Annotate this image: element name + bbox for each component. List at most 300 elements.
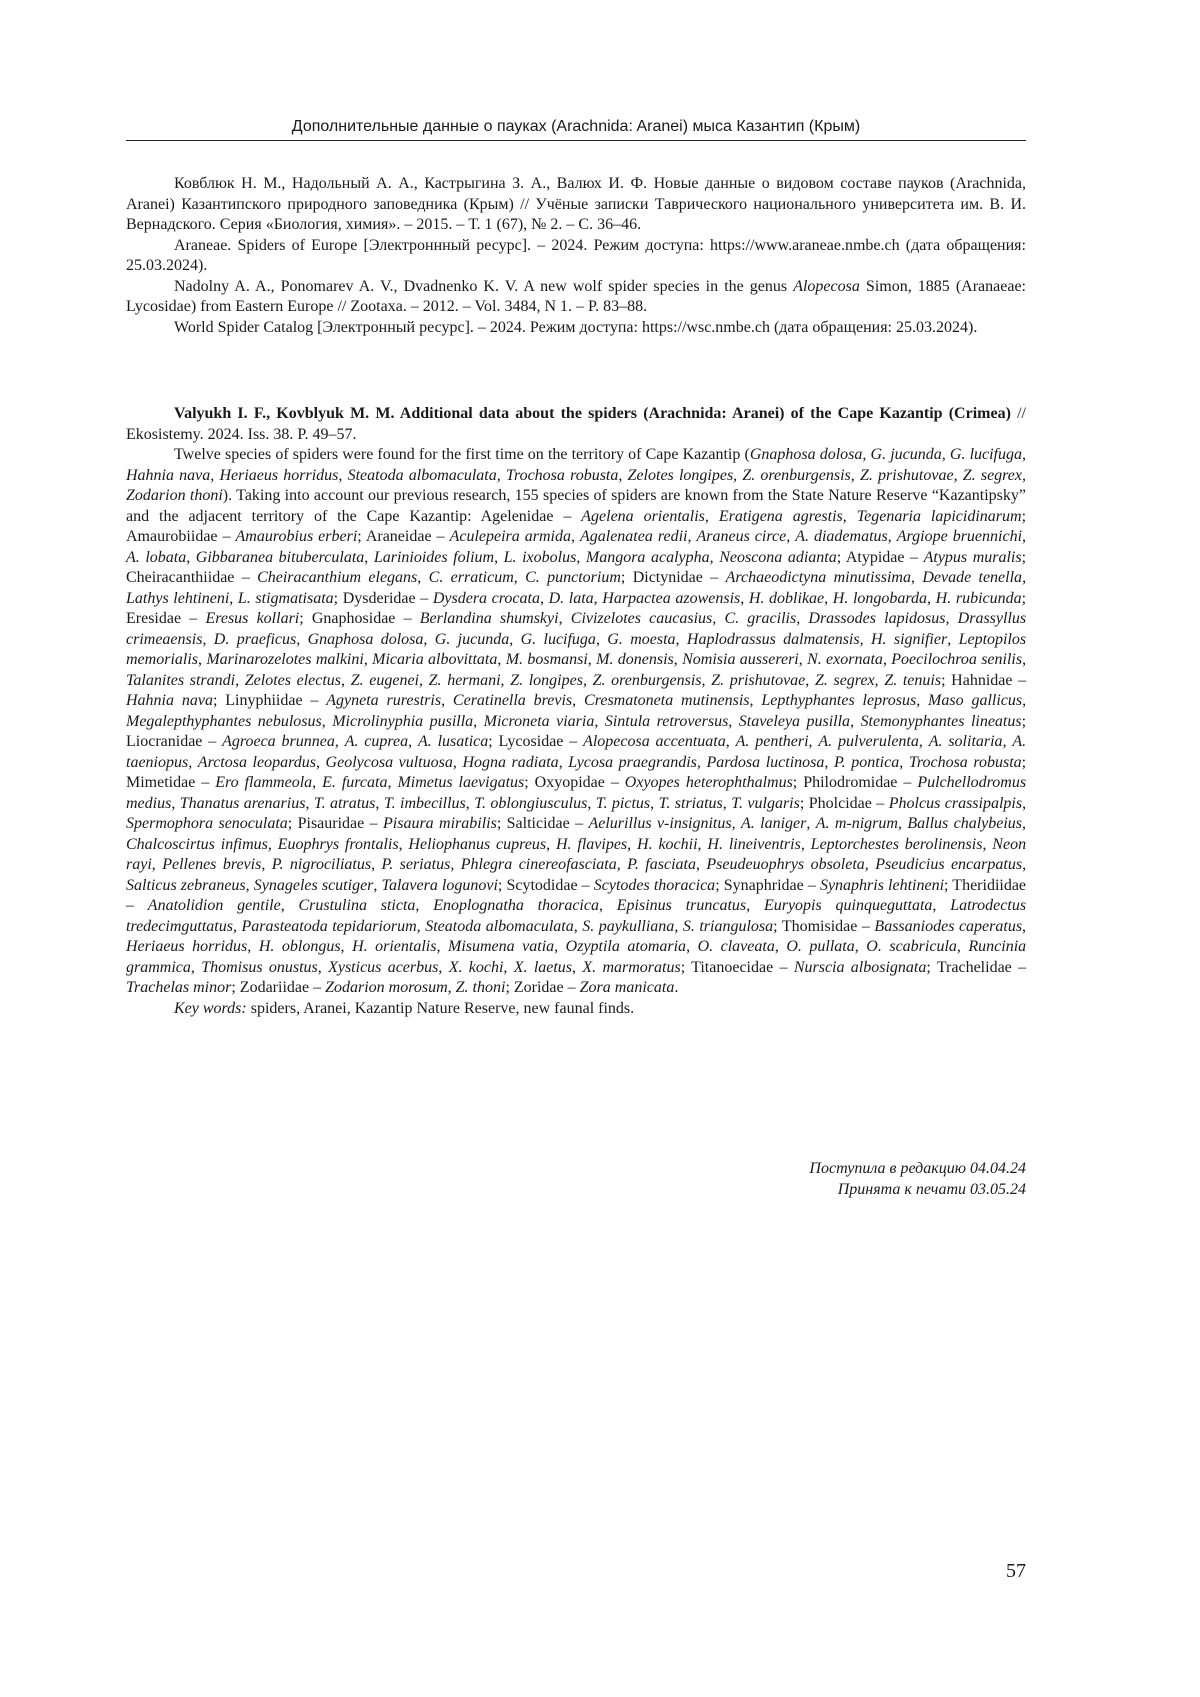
taxon-name: Eresus kollari	[205, 610, 300, 627]
abstract-text: ; Thomisidae –	[773, 917, 875, 935]
abstract-text: ,	[687, 528, 697, 545]
abstract-text: ,	[1022, 794, 1027, 812]
taxon-name: A. cuprea	[344, 733, 409, 750]
abstract-text: ,	[806, 815, 816, 832]
abstract-text: ,	[423, 630, 435, 648]
abstract-text: ,	[267, 835, 278, 853]
abstract-text: ,	[947, 630, 959, 648]
abstract-text: ,	[317, 958, 329, 976]
taxon-name: Devade tenella	[922, 569, 1023, 586]
abstract-text: ; Salticidae –	[496, 815, 589, 832]
abstract-text: ,	[725, 733, 736, 750]
taxon-name: Z. hermani	[428, 671, 501, 689]
taxon-name: Agelena orientalis	[581, 507, 705, 525]
submission-dates	[809, 1158, 1026, 1200]
header-rule	[126, 140, 1026, 141]
abstract-text: ,	[786, 528, 796, 545]
taxon-name: Trochosa robusta	[908, 753, 1022, 771]
abstract-text: ; Pholcidae –	[799, 794, 889, 812]
taxon-name: Lepthyphantes leprosus	[761, 692, 917, 709]
taxon-name: H. kochii	[637, 835, 698, 853]
abstract-text: ,	[674, 917, 683, 935]
abstract-text: ,	[874, 671, 885, 689]
taxon-name: Ceratinella brevis	[452, 692, 573, 709]
abstract-text: ,	[956, 938, 969, 955]
abstract-text: ; Dysderidae –	[333, 589, 433, 607]
abstract-body	[126, 445, 1026, 999]
taxon-name: Z. tenuis	[884, 671, 942, 689]
taxon-name: Neon rayi	[126, 835, 1027, 873]
taxon-name: Zodarion morosum	[325, 979, 448, 996]
abstract-text: ,	[598, 897, 617, 914]
abstract-text: ,	[842, 507, 857, 525]
abstract-text: ,	[854, 938, 867, 955]
abstract-text: ,	[1022, 569, 1027, 586]
taxon-name: Gnaphosa dolosa, G. jucunda, G. lucifuga, Hahnia nava, Heriaeus horridus, Steatoda albomaculata, Trochosa robusta, Zelotes longipes, Z. orenburgensis, Z. prishutovae, Z. segrex, Zodarion thoni	[126, 446, 1027, 504]
abstract-text: ,	[695, 856, 707, 873]
taxon-name: Eratigena agrestis	[718, 507, 843, 525]
taxon-name: Neoscona adianta	[719, 548, 837, 566]
taxon-name: Parasteatoda tepidariorum	[241, 917, 417, 935]
taxon-name: T. atratus	[313, 794, 376, 812]
abstract-text: ,	[932, 897, 951, 914]
abstract-text: ,	[897, 815, 908, 832]
abstract-text: ,	[296, 630, 308, 648]
taxon-name: D. lata	[548, 589, 594, 607]
taxon-name: Maso gallicus	[928, 692, 1023, 709]
abstract-text: ,	[509, 630, 521, 648]
abstract-text: Twelve species of spiders were found for the first time on the territory of Cape Kazantip (	[174, 446, 750, 463]
taxon-name: Agyneta rurestris	[326, 692, 442, 709]
taxon-name: H. rubicunda	[935, 589, 1022, 607]
abstract-text: .	[674, 979, 679, 996]
taxon-name: Synageles scutiger	[253, 876, 374, 894]
taxon-name: Z. thoni	[455, 979, 506, 996]
taxon-name: Leptopilos memorialis	[126, 630, 1027, 668]
taxon-name: H. signifier	[870, 630, 948, 648]
abstract-text: ,	[864, 856, 876, 873]
abstract-text: ,	[371, 856, 382, 873]
taxon-name: Thanatus arenarius	[179, 794, 306, 812]
abstract-text: ,	[447, 979, 456, 996]
taxon-name: P. fasciata	[627, 856, 696, 873]
taxon-name: Ozyptila atomaria	[565, 938, 687, 955]
abstract-text: ,	[824, 589, 833, 607]
taxon-name: Phlegra cinereofasciata	[460, 856, 617, 873]
taxon-name: A. pulverulenta	[818, 733, 919, 750]
taxon-name: Z. segrex	[814, 671, 875, 689]
abstract-text: ,	[573, 917, 583, 935]
taxon-name: Pseudeuophrys obsoleta	[706, 856, 865, 873]
taxon-name: Ero flammeola	[215, 774, 313, 791]
abstract-text: ; Philodromidae –	[792, 774, 918, 791]
abstract-text: ,	[582, 671, 593, 689]
taxon-name: A. lusatica	[417, 733, 489, 750]
abstract-text: ,	[198, 651, 207, 668]
taxon-name: O. scabricula	[866, 938, 957, 955]
abstract-text: ,	[341, 671, 351, 689]
abstract-text: ,	[415, 897, 434, 914]
taxon-name: Zora manicata	[579, 979, 675, 996]
taxon-name: A. taeniopus	[126, 733, 1027, 771]
abstract-text: ,	[918, 733, 929, 750]
taxon-name: X. laetus	[513, 958, 573, 976]
taxon-name: O. pullata	[786, 938, 855, 955]
taxon-name: Heriaeus horridus	[126, 938, 248, 955]
reference-text: Nadolny A. A., Ponomarev A. V., Dvadnenko K. V. A new wolf spider species in the genus	[174, 277, 794, 295]
taxon-name: Drassyllus crimeaensis	[126, 610, 1027, 648]
abstract-text: ,	[740, 589, 749, 607]
taxon-name: Tegenaria lapicidinarum	[856, 507, 1022, 525]
abstract-text: ,	[627, 835, 638, 853]
taxon-name: H. doblikae	[748, 589, 825, 607]
taxon-name: Arctosa leopardus	[197, 753, 316, 771]
abstract-title: Valyukh I. F., Kovblyuk M. M. Additional data about the spiders (Arachnida: Aranei) of the Cape Kazantip (Crimea)	[174, 405, 1011, 422]
page-number: 57	[1006, 1560, 1026, 1582]
abstract-text: ; Synaphridae –	[715, 876, 820, 894]
taxon-name: M. bosmansi	[505, 651, 588, 668]
abstract-text: ,	[416, 917, 426, 935]
taxon-name: Z. orenburgensis	[592, 671, 702, 689]
taxon-name: Synaphris lehtineni	[819, 876, 945, 894]
taxon-name: Enoplognatha thoracica	[433, 897, 599, 914]
abstract-text: ; Pisauridae –	[287, 815, 383, 832]
abstract-text: ,	[436, 938, 448, 955]
abstract-text: ,	[850, 712, 861, 730]
abstract-text: ,	[824, 753, 834, 771]
abstract-text: ,	[572, 692, 585, 709]
taxon-name: Pulchellodromus medius	[126, 774, 1027, 812]
taxon-name: Nurscia albosignata	[793, 958, 927, 976]
reference-text: Simon, 1885 (Aranaeae: Lycosidae) from Eastern Europe // Zootaxa. – 2012. – Vol. 3484, N 1. – P. 83–88.	[126, 277, 1027, 315]
abstract-text: ; Trachelidae –	[926, 958, 1027, 976]
abstract-text: ; Linyphiidae –	[212, 692, 327, 709]
taxon-name: Haplodrassus dalmatensis	[686, 630, 860, 648]
taxon-name: H. longobarda	[832, 589, 928, 607]
taxon-name: Araneus circe	[696, 528, 787, 545]
abstract-text: ,	[673, 651, 683, 668]
abstract-text: ,	[749, 692, 762, 709]
abstract-text: ,	[503, 958, 514, 976]
abstract-text: ,	[546, 835, 556, 853]
taxon-name: Euryopis quinqueguttata	[763, 897, 933, 914]
abstract-text: ,	[558, 610, 571, 627]
abstract-text: ,	[650, 794, 659, 812]
abstract-text: ,	[616, 856, 628, 873]
taxon-name: Megalepthyphantes nebulosus	[126, 712, 322, 730]
abstract-text: ,	[186, 548, 196, 566]
abstract-text: ; Scytodidae –	[497, 876, 594, 894]
keywords	[126, 999, 1026, 1020]
abstract-text: ,	[704, 507, 719, 525]
abstract-text: ; Eresidae –	[126, 589, 1027, 627]
abstract-text: ,	[151, 856, 163, 873]
taxon-name: Micaria albovittata	[372, 651, 498, 668]
taxon-name: G. jucunda	[434, 630, 510, 648]
taxon-name: Atypus muralis	[923, 548, 1022, 566]
abstract-text: ,	[438, 958, 449, 976]
abstract-text: ,	[1002, 733, 1013, 750]
abstract-text: ,	[554, 938, 566, 955]
taxon-name: Microneta viaria	[483, 712, 595, 730]
taxon-name: Oxyopes heterophthalmus	[624, 774, 793, 791]
reference-item: World Spider Catalog [Электронный ресурс]. – 2024. Режим доступа: https://wsc.nmbe.ch (дата обращения: 25.03.2024).	[174, 318, 978, 336]
taxon-name: P. pontica	[833, 753, 900, 771]
abstract-text: ,	[595, 630, 608, 648]
taxon-name: A. m-nigrum	[815, 815, 898, 832]
taxon-name: X. marmoratus	[582, 958, 681, 976]
abstract-text: ,	[882, 651, 892, 668]
reference-genus: Alopecosa	[793, 277, 860, 295]
taxon-name: Nomisia aussereri	[682, 651, 799, 668]
abstract-text: ,	[701, 671, 712, 689]
taxon-name: L. ixobolus	[503, 548, 577, 566]
abstract-text: ,	[280, 897, 299, 914]
abstract-text: ,	[171, 794, 180, 812]
taxon-name: Bassaniodes caperatus	[874, 917, 1023, 935]
taxon-name: Geolycosa vultuosa	[325, 753, 453, 771]
taxon-name: Poecilochroa senilis	[891, 651, 1023, 668]
taxon-name: Lathys lehtineni	[126, 589, 230, 607]
taxon-name: A. solitaria	[928, 733, 1003, 750]
taxon-name: Cresmatoneta mutinensis	[584, 692, 750, 709]
abstract-text: ,	[202, 630, 214, 648]
abstract-text: ; Theridiidae –	[126, 876, 1027, 914]
abstract-text: ,	[1022, 856, 1027, 873]
taxon-name: X. kochi	[448, 958, 504, 976]
abstract-text: ; Zodariidae –	[231, 979, 326, 996]
taxon-name: S. paykulliana	[582, 917, 675, 935]
abstract-text: ,	[859, 630, 871, 648]
taxon-name: Agalenatea redii	[579, 528, 688, 545]
abstract-text: ; Liocranidae –	[126, 712, 1027, 750]
taxon-name: Cheiracanthium elegans	[257, 569, 418, 586]
taxon-name: Drassodes lapidosus	[808, 610, 946, 627]
abstract-text: ,	[513, 569, 526, 586]
abstract-text: ; Amaurobiidae –	[126, 507, 1027, 545]
taxon-name: Pardosa luctinosa	[706, 753, 825, 771]
abstract-text: ; Mimetidae –	[126, 753, 1027, 791]
taxon-name: Salticus zebraneus	[126, 876, 246, 894]
abstract-text: ,	[188, 753, 198, 771]
abstract-text: ,	[465, 794, 475, 812]
abstract-text: ,	[1022, 692, 1027, 709]
taxon-name: Mimetus laevigatus	[397, 774, 525, 791]
taxon-name: Runcinia grammica	[126, 938, 1027, 976]
abstract-text: ,	[315, 753, 326, 771]
abstract-text: ,	[899, 753, 909, 771]
abstract-text: ,	[408, 733, 418, 750]
taxon-name: Pellenes brevis	[162, 856, 262, 873]
taxon-name: Crustulina sticta	[298, 897, 416, 914]
abstract-text: ,	[363, 651, 373, 668]
abstract-text: ,	[594, 712, 605, 730]
abstract-text: ,	[945, 610, 958, 627]
taxon-name: Leptorchestes berolinensis	[810, 835, 983, 853]
abstract-source: // Ekosistemy. 2024. Iss. 38. P. 49–57.	[126, 405, 1026, 443]
taxon-name: O. claveata	[697, 938, 775, 955]
abstract-text: ,	[417, 569, 429, 586]
taxon-name: P. nigrociliatus	[271, 856, 372, 873]
taxon-name: Zelotes electus	[244, 671, 342, 689]
abstract-text: ,	[982, 835, 993, 853]
taxon-name: Agroeca brunnea	[222, 733, 335, 750]
taxon-name: Alopecosa accentuata	[583, 733, 726, 750]
taxon-name: Episinus truncatus	[616, 897, 747, 914]
abstract-text: ,	[675, 630, 687, 648]
abstract-text: ,	[245, 876, 254, 894]
taxon-name: A. pentheri	[735, 733, 809, 750]
abstract-text: ; Lycosidae –	[488, 733, 584, 750]
abstract-text: ,	[334, 733, 345, 750]
taxon-name: Gibbaranea bituberculata	[195, 548, 365, 566]
abstract-text: ,	[494, 548, 504, 566]
abstract-text: ,	[805, 671, 815, 689]
taxon-name: Pseudicius encarpatus	[875, 856, 1023, 873]
taxon-name: Heliophanus cupreus	[408, 835, 547, 853]
abstract-text: ,	[572, 958, 583, 976]
abstract-text: ,	[570, 528, 580, 545]
abstract-text: ,	[587, 794, 596, 812]
taxon-name: Harpactea azowensis	[602, 589, 741, 607]
abstract-text: ,	[1022, 528, 1027, 545]
taxon-name: E. furcata	[322, 774, 388, 791]
taxon-name: Sintula retroversus	[604, 712, 729, 730]
taxon-name: Hahnia nava	[126, 692, 213, 709]
taxon-name: P. seriatus	[381, 856, 451, 873]
reference-item	[126, 277, 1026, 318]
taxon-name: Steatoda albomaculata	[425, 917, 574, 935]
taxon-name: C. punctorium	[525, 569, 621, 586]
abstract-text: ,	[712, 610, 725, 627]
abstract-text: ,	[746, 897, 764, 914]
abstract-text: ; Zoridae –	[505, 979, 580, 996]
keywords-label: Key words:	[174, 999, 247, 1017]
abstract-text: ,	[731, 815, 741, 832]
abstract-text: ,	[808, 733, 819, 750]
taxon-name: Misumena vatia	[447, 938, 555, 955]
taxon-name: Hogna radiata	[462, 753, 559, 771]
taxon-name: A. laniger	[740, 815, 807, 832]
abstract-citation	[126, 404, 1026, 445]
keywords-text: spiders, Aranei, Kazantip Nature Reserve, new faunal finds.	[246, 999, 635, 1017]
taxon-name: H. oblongus	[258, 938, 341, 955]
abstract-text: ; Gnaphosidae –	[299, 610, 420, 627]
reference-item: Araneae. Spiders of Europe [Электроннный ресурс]. – 2024. Режим доступа: https://www.araneae.nmbe.ch (дата обращения: 25.03.2024).	[126, 236, 1026, 274]
abstract-text: ,	[1022, 917, 1027, 935]
taxon-name: C. gracilis	[724, 610, 797, 627]
taxon-name: T. pictus	[595, 794, 651, 812]
running-header: Дополнительные данные о пауках (Arachnida: Aranei) мыса Казантип (Крым)	[291, 118, 861, 135]
abstract-text: ,	[887, 528, 897, 545]
taxon-name: L. stigmatisata	[237, 589, 334, 607]
abstract-text: ,	[450, 856, 461, 873]
abstract-text: ,	[593, 589, 603, 607]
abstract-text: ,	[452, 753, 463, 771]
taxon-name: Euophrys frontalis	[277, 835, 399, 853]
taxon-name: Stemonyphantes lineatus	[860, 712, 1022, 730]
abstract-text: ,	[696, 753, 707, 771]
taxon-name: Archaeodictyna minutissima	[725, 569, 911, 586]
abstract-text: ,	[373, 876, 382, 894]
taxon-name: Gnaphosa dolosa	[307, 630, 424, 648]
abstract-text: ,	[774, 938, 787, 955]
abstract-text: ,	[497, 651, 506, 668]
taxon-name: H. orientalis	[352, 938, 437, 955]
taxon-name: Argiope bruennichi	[896, 528, 1023, 545]
abstract-text: ,	[340, 938, 353, 955]
taxon-name: T. oblongiusculus	[474, 794, 588, 812]
taxon-name: Aelurillus v-insignitus	[588, 815, 732, 832]
taxon-name: A. lobata	[126, 548, 187, 566]
abstract-text: ,	[387, 774, 398, 791]
abstract-text: ,	[312, 774, 323, 791]
taxon-name: Berlandina shumskyi	[419, 610, 559, 627]
abstract-text: ; Oxyopidae –	[524, 774, 625, 791]
taxon-name: Xysticus acerbus	[328, 958, 439, 976]
abstract-text: ,	[500, 671, 511, 689]
abstract-text: ,	[576, 548, 586, 566]
abstract-text: ,	[261, 856, 272, 873]
taxon-name: G. moesta	[607, 630, 676, 648]
abstract-text: ,	[232, 917, 242, 935]
abstract-text: ,	[305, 794, 314, 812]
taxon-name: Talanites strandi	[126, 671, 236, 689]
abstract-text: ,	[321, 712, 333, 730]
abstract-text: ,	[722, 794, 732, 812]
abstract-text: ,	[927, 589, 936, 607]
abstract-text: ,	[364, 548, 374, 566]
received-date: Поступила в редакцию 04.04.24	[809, 1160, 1026, 1177]
taxon-name: Mangora acalypha	[585, 548, 710, 566]
abstract-text: ,	[229, 589, 238, 607]
abstract-text: ,	[1022, 651, 1027, 668]
abstract-text: ,	[398, 835, 409, 853]
taxon-name: Aculepeira armida	[449, 528, 571, 545]
taxon-name: Trachelas minor	[126, 979, 232, 996]
taxon-name: Pholcus crassipalpis	[888, 794, 1023, 812]
taxon-name: H. lineiventris	[707, 835, 801, 853]
taxon-name: Larinioides folium	[373, 548, 495, 566]
abstract-text: ,	[190, 958, 202, 976]
abstract-text: ). Taking into account our previous research, 155 species of spiders are known from the State Nature Reserve “Kazantipsky” and the adjacent territory of the Cape Kazantip: Agelenidae –	[126, 487, 1026, 525]
taxon-name: Microlinyphia pusilla	[332, 712, 474, 730]
taxon-name: Spermophora senoculata	[126, 815, 288, 832]
taxon-name: Thomisus onustus	[201, 958, 318, 976]
taxon-name: A. diadematus	[795, 528, 888, 545]
abstract-text: ,	[910, 569, 923, 586]
abstract-text: ,	[916, 692, 929, 709]
taxon-name: Ballus chalybeius	[907, 815, 1023, 832]
taxon-name: Latrodectus tredecimguttatus	[126, 897, 1027, 935]
taxon-name: Marinarozelotes malkini	[206, 651, 364, 668]
abstract-text: ,	[539, 589, 549, 607]
taxon-name: N. exornata	[807, 651, 883, 668]
abstract-text: ,	[558, 753, 569, 771]
taxon-name: Z. prishutovae	[711, 671, 806, 689]
abstract-text: ; Araneidae –	[357, 528, 450, 545]
taxon-name: D. praeficus	[213, 630, 297, 648]
reference-item: Ковблюк Н. М., Надольный А. А., Кастрыгина З. А., Валюх И. Ф. Новые данные о видовом составе пауков (Arachnida, Aranei) Казантипского природного заповедника (Крым) // Учёные записки Таврического национального университета им. В. И. Вернадского. Серия «Биология, химия». – 2015. – Т. 1 (67), № 2. – С. 36–46.	[126, 175, 1026, 233]
abstract-text: ; Titanoecidae –	[680, 958, 794, 976]
abstract-text: ,	[796, 610, 809, 627]
abstract-text: ,	[1022, 815, 1027, 832]
taxon-name: Pisaura mirabilis	[383, 815, 497, 832]
taxon-name: Z. eugenei	[350, 671, 419, 689]
taxon-name: Z. longipes	[510, 671, 583, 689]
references-list	[126, 174, 1026, 338]
taxon-name: Dysdera crocata	[432, 589, 540, 607]
